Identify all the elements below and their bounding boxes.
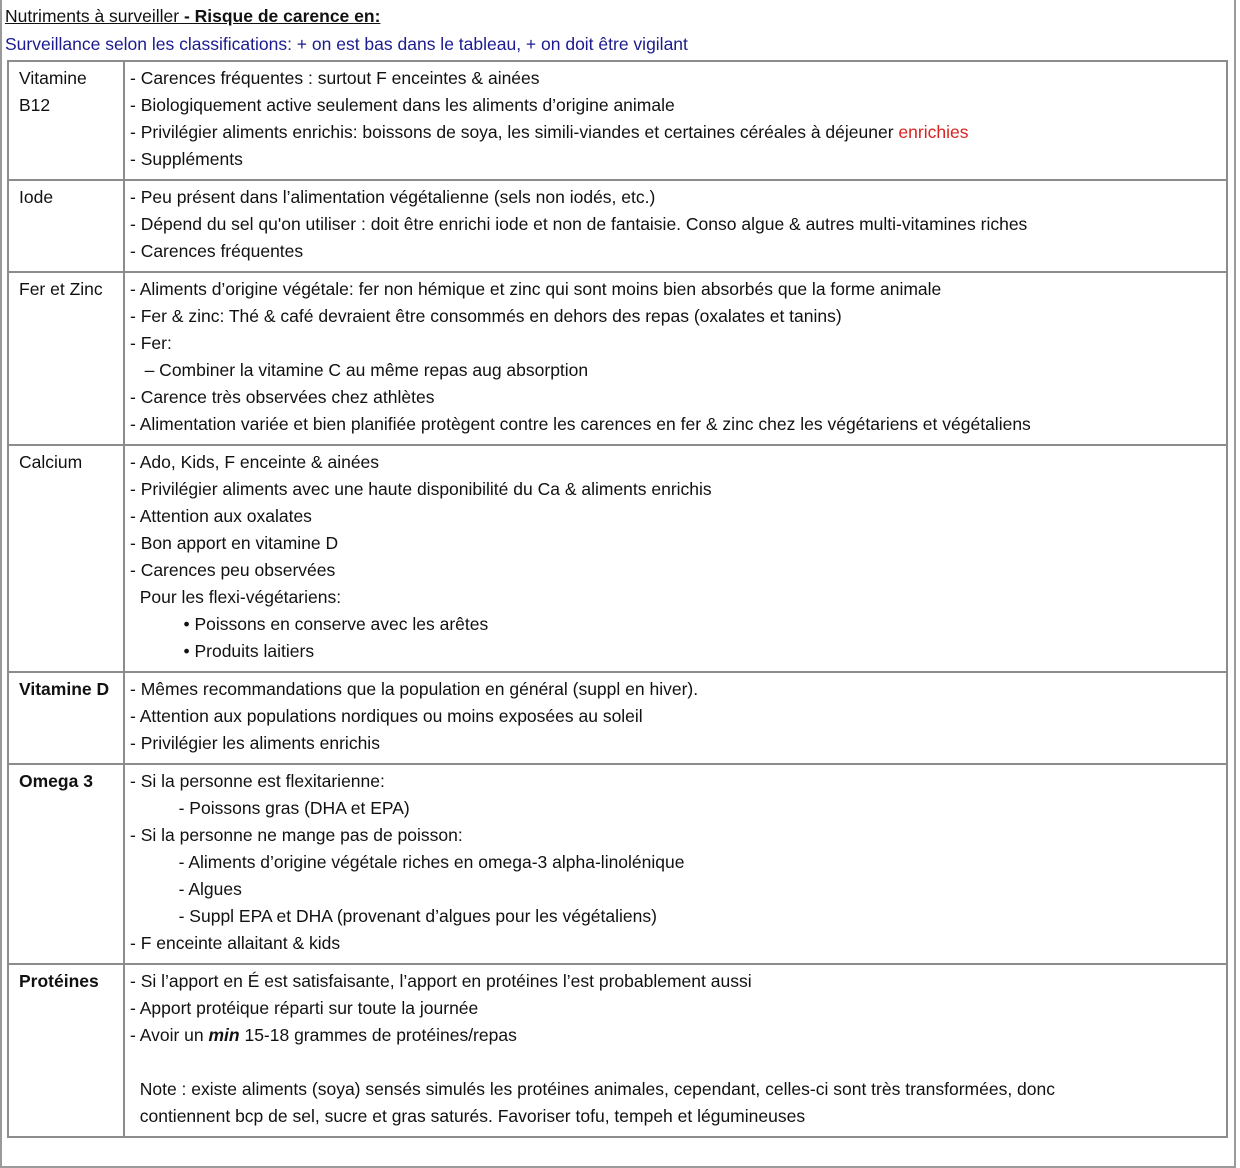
- nutrient-table: [7, 60, 1228, 1138]
- list-item: - Suppléments: [130, 149, 243, 169]
- note-line: contiennent bcp de sel, sucre et gras saturés. Favoriser tofu, tempeh et légumineuses: [130, 1106, 806, 1126]
- list-item: - Attention aux populations nordiques ou moins exposées au soleil: [130, 706, 643, 726]
- nutrient-label-fer-zinc: Fer et Zinc: [8, 272, 124, 445]
- list-item: - Si l’apport en É est satisfaisante, l’apport en protéines l’est probablement aussi: [130, 971, 752, 991]
- list-item: - Peu présent dans l’alimentation végétalienne (sels non iodés, etc.): [130, 187, 656, 207]
- list-item: - Fer:: [130, 333, 172, 353]
- table-row-proteines: [8, 964, 1227, 1137]
- spacer: [130, 1049, 1222, 1076]
- list-item: - Avoir un min 15-18 grammes de protéines/repas: [130, 1025, 517, 1045]
- list-item: - Ado, Kids, F enceinte & ainées: [130, 452, 380, 472]
- list-item: - Privilégier aliments avec une haute disponibilité du Ca & aliments enrichis: [130, 479, 712, 499]
- nutrient-details-fer-zinc: [124, 272, 1227, 445]
- list-item: - Carences fréquentes: [130, 241, 304, 261]
- nutrient-details-omega-3: [124, 764, 1227, 964]
- list-item: - Alimentation variée et bien planifiée protègent contre les carences en fer & zinc chez les végétariens et végétaliens: [130, 414, 1031, 434]
- table-row-calcium: [8, 445, 1227, 672]
- list-item: - Privilégier aliments enrichis: boissons de soya, les simili-viandes et certaines céréales à déjeuner enrichies: [130, 122, 969, 142]
- list-item: - F enceinte allaitant & kids: [130, 933, 341, 953]
- list-item: Pour les flexi-végétariens:: [130, 587, 342, 607]
- highlight-text: enrichies: [898, 122, 969, 142]
- nutrient-details-calcium: [124, 445, 1227, 672]
- list-item: • Produits laitiers: [130, 641, 315, 661]
- list-item: - Apport protéique réparti sur toute la journée: [130, 998, 479, 1018]
- list-item: - Carences peu observées: [130, 560, 336, 580]
- list-item: - Carence très observées chez athlètes: [130, 387, 435, 407]
- list-item: - Si la personne ne mange pas de poisson:: [130, 825, 463, 845]
- list-item: - Algues: [130, 879, 242, 899]
- heading-bold: - Risque de carence en:: [179, 6, 381, 26]
- heading-title: Nutriments à surveiller: [5, 6, 180, 26]
- list-item: - Bon apport en vitamine D: [130, 533, 339, 553]
- table-row-vitamine-d: [8, 672, 1227, 764]
- nutrient-label-omega-3: Omega 3: [8, 764, 124, 964]
- list-item: - Suppl EPA et DHA (provenant d’algues pour les végétaliens): [130, 906, 657, 926]
- list-item: – Combiner la vitamine C au même repas aug absorption: [130, 360, 589, 380]
- list-item: - Carences fréquentes : surtout F enceintes & ainées: [130, 68, 540, 88]
- table-row-omega-3: [8, 764, 1227, 964]
- list-item: - Fer & zinc: Thé & café devraient être consommés en dehors des repas (oxalates et tanins): [130, 306, 842, 326]
- list-item: - Mêmes recommandations que la population en général (suppl en hiver).: [130, 679, 699, 699]
- nutrient-details-b12: [124, 61, 1227, 180]
- list-item: - Poissons gras (DHA et EPA): [130, 798, 410, 818]
- nutrient-label-vitamine-d: Vitamine D: [8, 672, 124, 764]
- list-item: - Privilégier les aliments enrichis: [130, 733, 380, 753]
- list-item: - Biologiquement active seulement dans les aliments d’origine animale: [130, 95, 675, 115]
- nutrient-label-b12: Vitamine B12: [8, 61, 124, 180]
- nutrient-label-calcium: Calcium: [8, 445, 124, 672]
- emphasis-text: min: [208, 1025, 240, 1045]
- table-row-b12: [8, 61, 1227, 180]
- list-item: - Dépend du sel qu'on utiliser : doit être enrichi iode et non de fantaisie. Conso algue & autres multi-vitamines riches: [130, 214, 1028, 234]
- nutrient-details-proteines: [124, 964, 1227, 1137]
- list-item: • Poissons en conserve avec les arêtes: [130, 614, 489, 634]
- list-item: - Aliments d’origine végétale: fer non hémique et zinc qui sont moins bien absorbés que la forme animale: [130, 279, 942, 299]
- list-item: - Aliments d’origine végétale riches en omega-3 alpha-linolénique: [130, 852, 685, 872]
- nutrient-details-vitamine-d: [124, 672, 1227, 764]
- table-row-iode: [8, 180, 1227, 272]
- list-item: - Attention aux oxalates: [130, 506, 312, 526]
- nutrient-label-proteines: Protéines: [8, 964, 124, 1137]
- note-line: Note : existe aliments (soya) sensés simulés les protéines animales, cependant, celles-ci sont très transformées, donc: [130, 1079, 1055, 1099]
- page-heading: [5, 3, 380, 30]
- nutrient-details-iode: [124, 180, 1227, 272]
- list-item: - Si la personne est flexitarienne:: [130, 771, 385, 791]
- table-row-fer-zinc: [8, 272, 1227, 445]
- subtitle: Surveillance selon les classifications: + on est bas dans le tableau, + on doit être vigilant: [5, 34, 688, 54]
- nutrient-label-iode: Iode: [8, 180, 124, 272]
